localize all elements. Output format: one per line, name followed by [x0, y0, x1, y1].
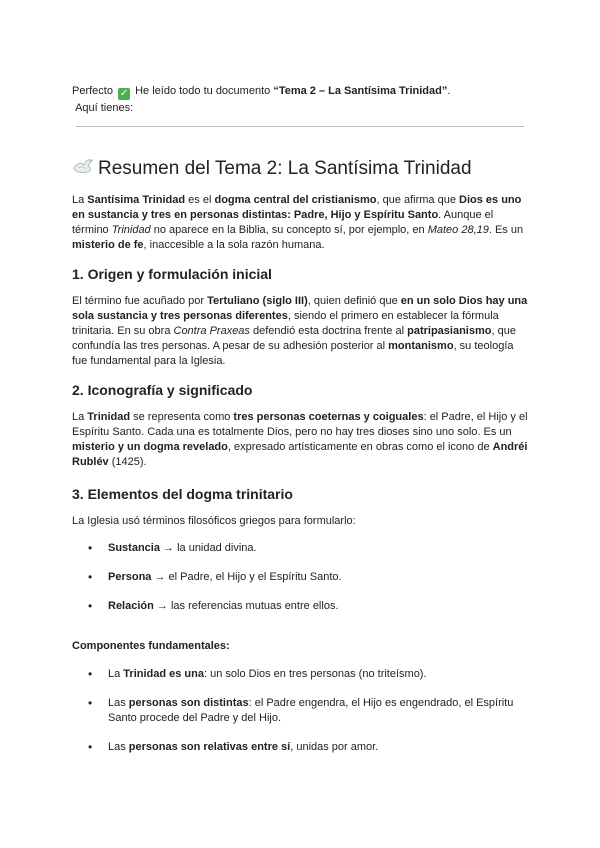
check-mark-icon: ✓: [119, 88, 129, 99]
page-title: Resumen del Tema 2: La Santísima Trinidad: [72, 158, 472, 180]
list-item: • La Trinidad es una: un solo Dios en tres personas (no triteísmo).: [72, 667, 528, 682]
section-2-heading: 2. Iconografía y significado: [72, 382, 253, 398]
components-heading: Componentes fundamentales:: [72, 640, 230, 652]
section-1-paragraph: El término fue acuñado por Tertuliano (siglo III), quien definió que en un solo Dios hay una sola sustancia y tres personas diferentes, siendo el primero en establecer la fórmula trinitaria. En su obra Contra Praxeas defendió esta doctrina frente al patripasianismo, que confundía las tres personas. A pesar de su adhesión posterior al montanismo, su teología fue fundamental para la Iglesia.: [72, 295, 528, 367]
horizontal-divider: [76, 126, 524, 127]
section-3-intro: La Iglesia usó términos filosóficos griegos para formularlo:: [72, 515, 356, 527]
summary-paragraph: La Santísima Trinidad es el dogma central del cristianismo, que afirma que Dios es uno en sustancia y tres en personas distintas: Padre, Hijo y Espíritu Santo. Aunque el término Trinidad no aparece en la Biblia, su concepto sí, por ejemplo, en Mateo 28,19. Es un misterio de fe, inaccesible a la sola razón humana.: [72, 194, 524, 251]
terms-list: [72, 541, 528, 614]
components-list: [72, 667, 528, 755]
section-2-paragraph: La Trinidad se representa como tres personas coeternas y coiguales: el Padre, el Hijo y el Espíritu Santo. Cada una es totalmente Dios, pero no hay tres dioses sino uno solo. Es un misterio y un dogma revelado, expresado artísticamente en obras como el icono de Andréi Rublév (1425).: [72, 411, 528, 468]
list-item: • Relación → las referencias mutuas entre ellos.: [72, 599, 528, 614]
list-item: • Las personas son distintas: el Padre engendra, el Hijo es engendrado, el Espíritu Santo procede del Padre y del Hijo.: [72, 696, 528, 726]
section-3-heading: 3. Elementos del dogma trinitario: [72, 486, 293, 502]
list-item: • Las personas son relativas entre sí, unidas por amor.: [72, 740, 528, 755]
intro-line-2: Aquí tienes:: [75, 102, 134, 114]
dove-icon: [72, 158, 94, 176]
list-item: • Persona → el Padre, el Hijo y el Espíritu Santo.: [72, 570, 528, 585]
list-item: • Sustancia → la unidad divina.: [72, 541, 528, 556]
section-1-heading: 1. Origen y formulación inicial: [72, 266, 272, 282]
intro-message: Perfecto ✓ He leído todo tu documento “Tema 2 – La Santísima Trinidad”. Aquí tienes:: [72, 85, 451, 114]
document-title-reference: “Tema 2 – La Santísima Trinidad”: [273, 85, 448, 97]
